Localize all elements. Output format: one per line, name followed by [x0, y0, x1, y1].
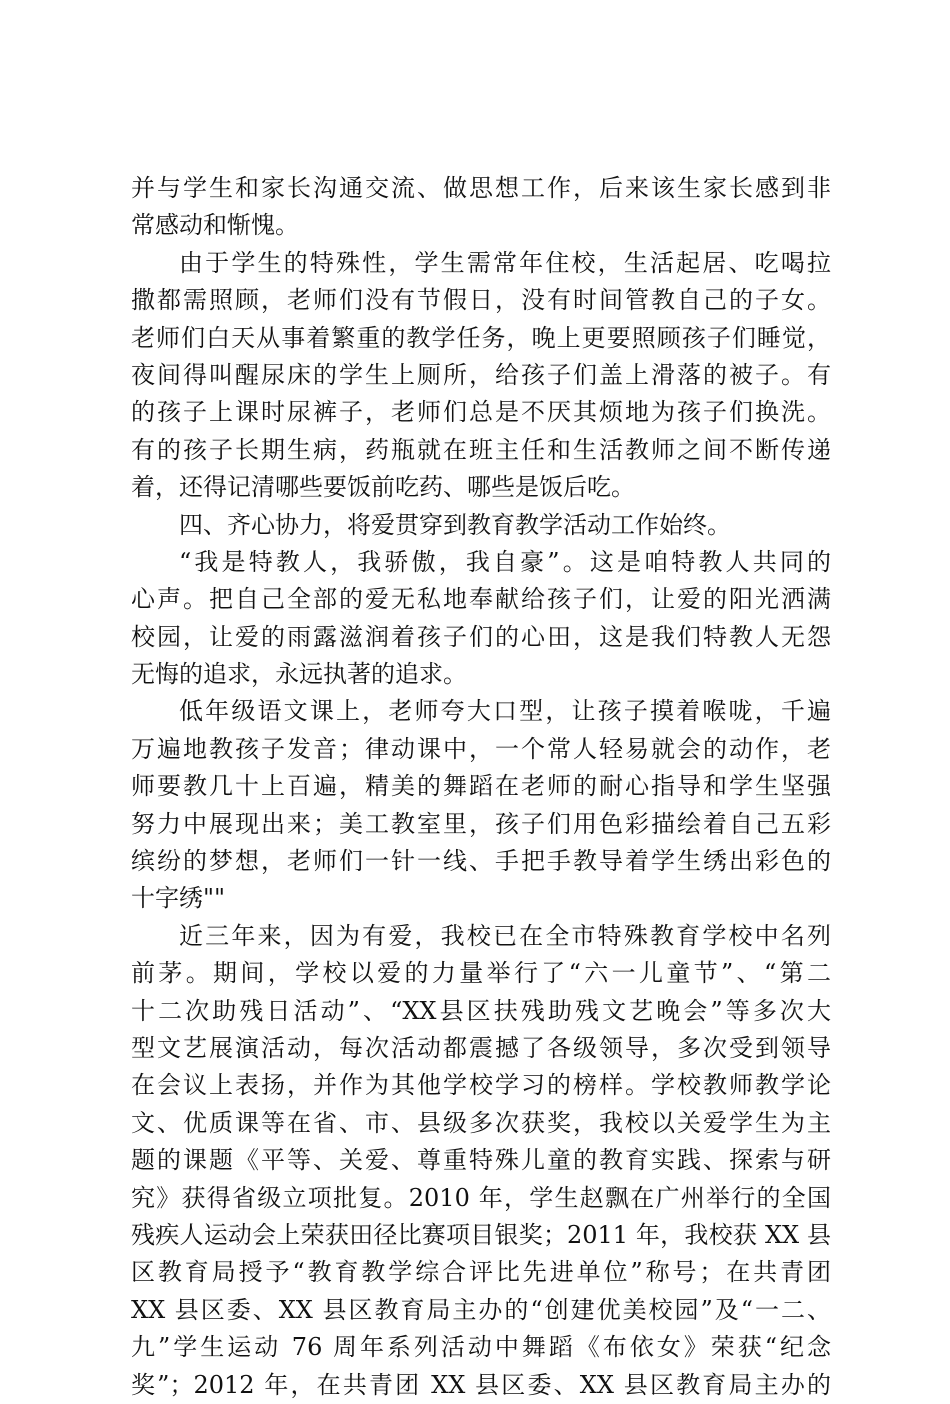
text-line: 十二次助残日活动”、“XX县区扶残助残文艺晚会”等多次大 [131, 996, 831, 1025]
text-line: 并与学生和家长沟通交流、做思想工作，后来该生家长感到非 [131, 174, 831, 202]
text-line: 有的孩子长期生病，药瓶就在班主任和生活教师之间不断传递 [131, 435, 831, 464]
text-line: 校园，让爱的雨露滋润着孩子们的心田，这是我们特教人无怨 [131, 622, 831, 651]
text-line: 缤纷的梦想，老师们一针一线、手把手教导着学生绣出彩色的 [131, 847, 831, 876]
text-line: 无悔的追求，永远执著的追求。 [131, 660, 467, 689]
text-line: 努力中展现出来；美工教室里，孩子们用色彩描绘着自己五彩 [131, 809, 831, 838]
text-line: 着，还得记清哪些要饭前吃药、哪些是饭后吃。 [131, 473, 635, 502]
text-line: 师要教几十上百遍，精美的舞蹈在老师的耐心指导和学生坚强 [131, 772, 831, 801]
text-line: “我是特教人，我骄傲，我自豪”。这是咱特教人共同的 [179, 547, 831, 576]
text-line: 九”学生运动 76 周年系列活动中舞蹈《布依女》荣获“纪念 [131, 1333, 831, 1362]
text-line: 老师们白天从事着繁重的教学任务，晚上更要照顾孩子们睡觉， [131, 323, 831, 352]
text-line: 撒都需照顾，老师们没有节假日，没有时间管教自己的子女。 [131, 286, 831, 315]
text-line: 区教育局授予“教育教学综合评比先进单位”称号；在共青团 [131, 1258, 831, 1287]
text-line: 前茅。期间，学校以爱的力量举行了“六一儿童节”、“第二 [131, 959, 831, 988]
text-line: 心声。把自己全部的爱无私地奉献给孩子们，让爱的阳光洒满 [131, 585, 831, 614]
text-line: 在会议上表扬，并作为其他学校学习的榜样。学校教师教学论 [131, 1071, 831, 1100]
text-line: 由于学生的特殊性，学生需常年住校，生活起居、吃喝拉 [179, 248, 831, 277]
text-line: 万遍地教孩子发音；律动课中，一个常人轻易就会的动作，老 [131, 734, 831, 763]
text-line: 题的课题《平等、关爱、尊重特殊儿童的教育实践、探索与研 [131, 1146, 831, 1175]
text-line: XX 县区委、XX 县区教育局主办的“创建优美校园”及“一二、 [131, 1295, 831, 1324]
text-line: 究》获得省级立项批复。2010 年，学生赵飘在广州举行的全国 [131, 1183, 831, 1212]
text-line: 的孩子上课时尿裤子，老师们总是不厌其烦地为孩子们换洗。 [131, 398, 831, 427]
text-line: 型文艺展演活动，每次活动都震撼了各级领导，多次受到领导 [131, 1033, 831, 1062]
text-line: 常感动和惭愧。 [131, 211, 299, 240]
text-line: 四、齐心协力，将爱贯穿到教育教学活动工作始终。 [179, 510, 731, 539]
text-line: 残疾人运动会上荣获田径比赛项目银奖；2011 年，我校获 XX 县 [131, 1220, 831, 1249]
document-body [131, 170, 831, 1404]
text-line: 近三年来，因为有爱，我校已在全市特殊教育学校中名列 [179, 921, 831, 950]
text-line: 夜间得叫醒尿床的学生上厕所，给孩子们盖上滑落的被子。有 [131, 360, 831, 389]
text-line: 十字绣"" [131, 884, 226, 913]
text-line: 文、优质课等在省、市、县级多次获奖，我校以关爱学生为主 [131, 1108, 831, 1137]
text-line: 奖”；2012 年，在共青团 XX 县区委、XX 县区教育局主办的 [131, 1370, 831, 1399]
text-line: 低年级语文课上，老师夸大口型，让孩子摸着喉咙，千遍 [179, 697, 831, 726]
